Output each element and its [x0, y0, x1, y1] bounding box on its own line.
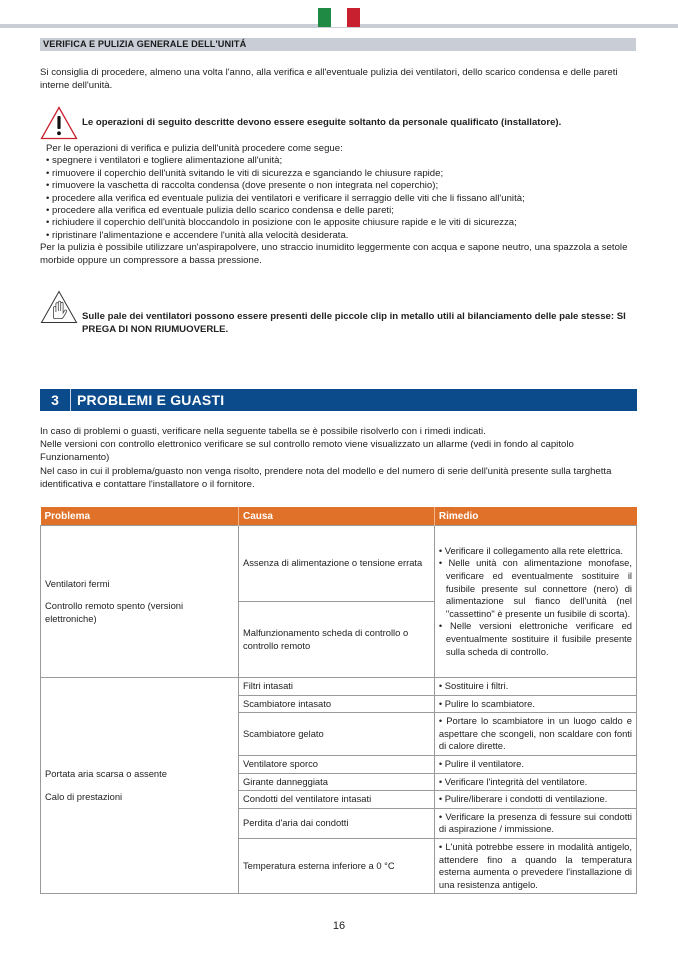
flag-red-stripe	[347, 8, 360, 27]
page-number: 16	[332, 920, 346, 932]
remedy-cell: • Sostituire i filtri.	[434, 678, 636, 696]
section-number: 3	[40, 389, 71, 411]
step-item: • rimuovere il coperchio dell'unità svitando le viti di sicurezza e sganciando le chiusure rapide;	[46, 167, 444, 179]
remedy-cell: • Verificare l'integrità del ventilatore.	[434, 773, 636, 791]
remedy-cell: • Portare lo scambiatore in un luogo caldo e aspettare che scongeli, non scaldare con fonti di calore dirette.	[434, 713, 636, 756]
header-rimedio: Rimedio	[434, 507, 636, 526]
section-title: PROBLEMI E GUASTI	[77, 392, 225, 408]
maintenance-subheading: VERIFICA E PULIZIA GENERALE DELL'UNITÁ	[40, 38, 636, 51]
table-header-row	[41, 507, 637, 526]
section-intro	[40, 425, 640, 491]
flag-green-stripe	[318, 8, 331, 27]
section-intro-line: In caso di problemi o guasti, verificare nella seguente tabella se è possibile risolverlo con i rimedi indicati.	[40, 426, 486, 437]
cause-cell: Filtri intasati	[238, 678, 434, 696]
warning-text: Le operazioni di seguito descritte devono essere eseguite soltanto da personale qualificato (installatore).	[82, 117, 562, 128]
remedy-cell: • Pulire il ventilatore.	[434, 755, 636, 773]
problem-text: Controllo remoto spento (versioni elettroniche)	[45, 600, 184, 624]
cause-cell: Malfunzionamento scheda di controllo o controllo remoto	[238, 602, 434, 678]
table-row	[41, 678, 637, 696]
step-item: • richiudere il coperchio dell'unità bloccandolo in posizione con le apposite chiusure rapide e le viti di sicurezza;	[46, 217, 517, 229]
cause-cell: Scambiatore gelato	[238, 713, 434, 756]
problem-cell	[41, 678, 239, 894]
cause-cell: Perdita d'aria dai condotti	[238, 808, 434, 838]
remedy-item: • Nelle unità con alimentazione monofase, verificare ed eventualmente sostituire il fusibile presente sul connettore (nero) di alimentazione sul fianco dell'unità (nel "cassettino" è presente un fusibile di scorta).	[438, 557, 632, 619]
remedy-cell	[434, 526, 636, 678]
problem-text: Portata aria scarsa o assente	[45, 768, 167, 780]
fan-clips-caution	[40, 290, 640, 340]
cause-cell: Assenza di alimentazione o tensione errata	[238, 526, 434, 602]
section-intro-line: Nelle versioni con controllo elettronico verificare se sul controllo remoto viene visualizzato un allarme (vedi in fondo al capitolo Funzionamento)	[40, 439, 574, 464]
problem-cell	[41, 526, 239, 678]
cause-cell: Condotti del ventilatore intasati	[238, 791, 434, 809]
section-header-problems	[40, 389, 637, 411]
step-item: • procedere alla verifica ed eventuale pulizia dei ventilatori e verificare il serraggio delle viti che li fissano all'unità;	[46, 192, 525, 204]
steps-lead: Per le operazioni di verifica e pulizia dell'unità procedere come segue:	[46, 143, 343, 154]
cause-cell: Temperatura esterna inferiore a 0 °C	[238, 838, 434, 893]
maintenance-intro: Si consiglia di procedere, almeno una volta l'anno, alla verifica e all'eventuale pulizia dei ventilatori, dello scarico condensa e delle pareti interne dell'unità.	[40, 67, 618, 91]
problem-text: Ventilatori fermi	[45, 577, 110, 589]
step-item: • ripristinare l'alimentazione e accendere l'unità alla velocità desiderata.	[46, 229, 349, 241]
remedy-cell: • Pulire/liberare i condotti di ventilazione.	[434, 791, 636, 809]
cause-cell: Girante danneggiata	[238, 773, 434, 791]
step-item: • spegnere i ventilatori e togliere alimentazione all'unità;	[46, 155, 283, 167]
remedy-cell: • Verificare la presenza di fessure sui condotti di aspirazione / immissione.	[434, 808, 636, 838]
cause-cell: Ventilatore sporco	[238, 755, 434, 773]
step-item: • procedere alla verifica ed eventuale pulizia dello scarico condensa e delle pareti;	[46, 205, 394, 217]
cleaning-note: Per la pulizia è possibile utilizzare un'aspirapolvere, uno straccio inumidito leggermente con acqua e sapone neutro, una spazzola a setole morbide oppure un compressore a bassa pressione.	[40, 242, 628, 266]
header-problema: Problema	[41, 507, 239, 526]
troubleshooting-table	[40, 507, 637, 894]
maintenance-steps	[40, 143, 640, 267]
remedy-cell: • Pulire lo scambiatore.	[434, 695, 636, 713]
header-causa: Causa	[238, 507, 434, 526]
step-item: • rimuovere la vaschetta di raccolta condensa (dove presente o non integrata nel coperchio);	[46, 180, 439, 192]
remedy-item: • Verificare il collegamento alla rete elettrica.	[438, 544, 623, 556]
cause-cell: Scambiatore intasato	[238, 695, 434, 713]
qualified-personnel-warning	[40, 106, 640, 142]
italian-flag-icon	[318, 8, 360, 27]
remedy-cell: • L'unità potrebbe essere in modalità antigelo, attendere fino a quando la temperatura esterna aumenta o prevedere l'installazione di una resistenza antigelo.	[434, 838, 636, 893]
section-intro-line: Nel caso in cui il problema/guasto non venga risolto, prendere nota del modello e del numero di serie dell'unità presente sulla targhetta identificativa e contattare l'installatore o il fornitore.	[40, 465, 612, 490]
caution-text: Sulle pale dei ventilatori possono essere presenti delle piccole clip in metallo utili al bilanciamento delle pale stesse: SI PREGA DI NON RIUMUOVERLE.	[82, 311, 626, 335]
hand-stop-warning-icon	[40, 290, 78, 324]
flag-white-stripe	[331, 8, 347, 27]
problem-text: Calo di prestazioni	[45, 790, 123, 802]
remedy-item: • Nelle versioni elettroniche verificare ed eventualmente sostituire il fusibile presente sulla scheda di controllo.	[438, 620, 632, 657]
table-row	[41, 526, 637, 602]
warning-triangle-icon	[40, 106, 78, 140]
